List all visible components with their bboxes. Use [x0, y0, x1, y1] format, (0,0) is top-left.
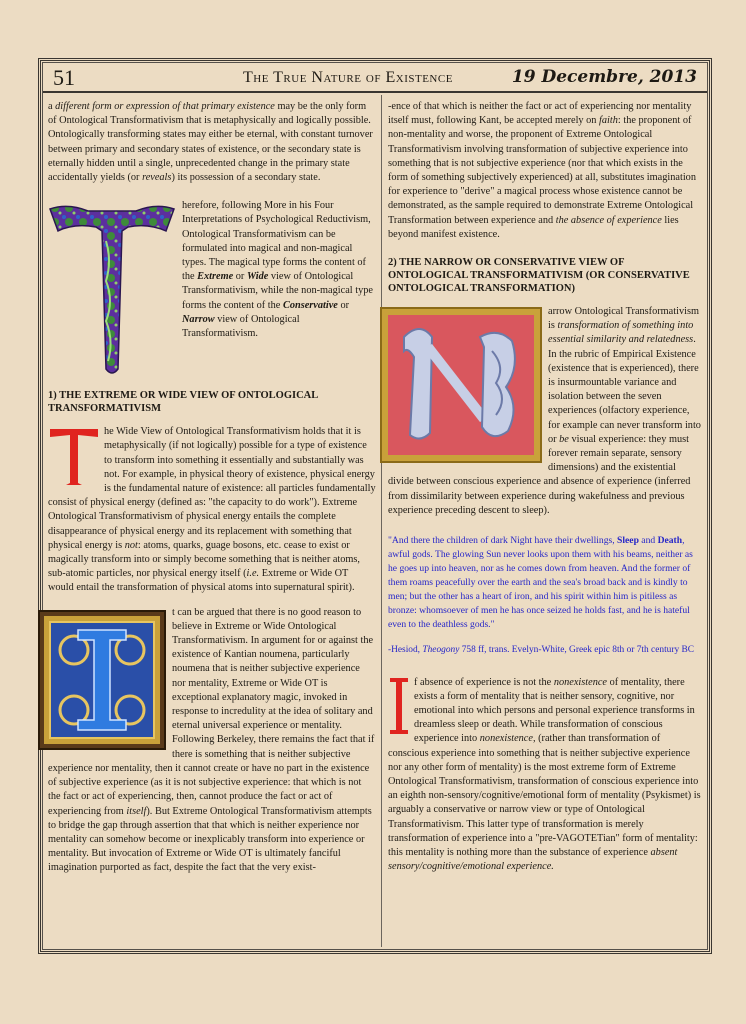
- quote-text: "And there the children of dark Night have their dwellings, Sleep and Death, awful gods. The glowing Sun never looks upon them with his beams, neither as he goes up into heaven, nor as he comes down from heaven. And the former of them roams peacefully over the earth and the sea's broad back and is kindly to men; but the other has a heart of iron, and his spirit within him is pitiless as bronze: whomsoever of men he has once seized he holds fast, and he is hateful even to the deathless gods.": [388, 535, 693, 631]
- text-run: he Wide View of Ontological Transformativism holds that it is metaphysically (if not logically) possible for a type of existence to transform into something it essentially and substantially was not. For example, in physical theory of existence, physical energy is the fundamental nature of existence: all particles fundamentally consist of physical energy (defined as: "the capacity to do work"). Extreme Ontological Transformativism of physical energy entails the complete disappearance of physical energy and its replacement with something that physical energy is: [48, 426, 376, 551]
- spacer: [48, 191, 376, 199]
- text-run: or: [337, 299, 350, 311]
- text-run: 758 ff, trans. Evelyn-White, Greek epic 8th or 7th century BC: [459, 645, 695, 656]
- intro-paragraph: [48, 100, 376, 185]
- text-run-italic: nonexistence: [553, 676, 607, 688]
- text-run-bold-italic: Wide: [246, 271, 269, 283]
- right-column: [388, 100, 702, 880]
- text-run-italic: itself: [126, 805, 147, 817]
- text-run: or: [233, 271, 247, 283]
- page-number: 51: [53, 65, 75, 90]
- text-run-italic: not: [124, 539, 138, 551]
- text-run: : atoms, quarks, guage bosons, etc. cease to exist or magically transform into or simply become something that is neither atoms, sub-atomic particles, nor physical energy itself (: [48, 539, 360, 580]
- text-run-italic: absent sensory/cognitive/emotional experience.: [388, 847, 678, 873]
- text-run: Extreme or Wide OT would entail the transformation of physical atoms into supernatural spirit).: [48, 568, 355, 594]
- text-run-italic: i.e.: [246, 568, 260, 580]
- text-run: view of Ontological Transformativism.: [182, 313, 300, 340]
- red-i-icon: [388, 676, 410, 736]
- text-run: of mentality, there exists a form of mentality that is neither sensory, cognitive, nor emotional into which persons and personal experience transforms in dreamless sleep or death. While transformation of conscious experience into: [414, 676, 695, 745]
- text-run: a: [48, 101, 56, 112]
- text-run: lies beyond manifest existence.: [388, 214, 679, 240]
- quote-citation: [388, 644, 702, 658]
- text-run-italic: faith: [599, 115, 618, 127]
- text-run: visual experience: they must forever remain separate, sensory dimensions) and the existential divide between conscious experience and absence of experience (inferred from dissimilarity between experience during wakefulness and previous experience preceding descent to sleep).: [388, 433, 691, 516]
- text-run: -ence of that which is neither the fact or act of experiencing nor mentality itself must, following Kant, be accepted merely on: [388, 101, 692, 127]
- text-run-italic: the absence of experience: [555, 214, 662, 226]
- header-date: 19 Decembre, 2013: [511, 67, 697, 87]
- text-run-bold-italic: Extreme: [197, 271, 234, 283]
- quote-emphasis: Sleep: [617, 535, 639, 547]
- illuminated-n-icon: [380, 307, 542, 463]
- hesiod-quote: [388, 534, 702, 632]
- text-run: ). But Extreme Ontological Transformativism attempts to bridge the gap through assertion that that which is neither experience nor mentality can somehow become or inexplicably transform into experience or mentality. But invocation of Extreme or Wide OT is ultimately fanciful imagination purported as fact, despite the fact that the very exist-: [48, 805, 372, 874]
- left-column: [48, 100, 376, 882]
- text-run-italic: reveals: [142, 172, 172, 184]
- text-run: herefore, following More in his Four Interpretations of Psychological Reductivism, Ontological Transformativism can be formulated into magical and non-magical types. The magical type forms the content of the: [182, 200, 371, 283]
- text-run-bold-italic: Conservative: [282, 299, 338, 311]
- text-run-bold-italic: Narrow: [182, 313, 215, 325]
- text-run-italic: nonexistence,: [479, 733, 536, 745]
- illuminated-initial-t: [48, 201, 176, 379]
- illuminated-i-icon: [38, 610, 166, 750]
- text-run: f absence of experience is not the: [414, 676, 554, 688]
- text-run-italic: be: [559, 433, 569, 445]
- text-run: (rather than transformation of conscious experience into something that is neither subjective experience nor any other form of mentality) is the most extreme form of Extreme Ontological Transformativism, transformation of conscious experience into an eighth non-sensory/cognitive/emotional form of mentality (Psykismet) is arguably a conservative or narrow view or type of Ontological Transformativism. This latter type of transformation is merely transformation of experience into a "pre-VAGOTETian" form of mentality: this mentality is nothing more than the substance of experience: [388, 733, 701, 859]
- paragraph-psykismet: [388, 676, 702, 875]
- section-heading-2: 2) THE NARROW OR CONSERVATIVE VIEW OF ONTOLOGICAL TRANSFORMATIVISM (OR CONSERVATIVE ONTOLOGICAL TRANSFORMATION): [388, 257, 690, 295]
- running-title: The True Nature of Existence: [243, 69, 453, 86]
- text-run-italic: different form or expression of that primary existence: [55, 101, 275, 112]
- text-run: ) its possession of a secondary state.: [171, 172, 321, 184]
- text-run: view of Ontological Transformativism, while the non-magical type forms the content of the: [182, 271, 373, 311]
- red-initial-i: [388, 676, 410, 736]
- text-run: . In the rubric of Empirical Existence (existence that is experienced), there is insurmountable variance and isolation between the seven experiences (olfactory experience, for example can never transform into or: [548, 334, 701, 445]
- text-run-italic: transformation of something into essential similarity and relatedness: [548, 320, 694, 346]
- text-run: : the proponent of non-mentality and worse, the proponent of Extreme Ontological Transformativism involving transformation of subjective experience into something that is not subjective experience (nor that which exists in the form of something subjectively experienced) at all, substitutes imagination for experience to "derive" a magical process whose existence cannot be demonstrated, as the sample required to demonstrate Extreme Ontological Transformation between experience and: [388, 115, 696, 226]
- red-t-icon: [48, 427, 100, 487]
- text-run: t can be argued that there is no good reason to believe in Extreme or Wide Ontological Transformativism. In argument for or against the existence of Kantian noumena, particularly noumena that is neither subjective experience nor mentality, Extreme or Wide OT is exceptional explanatory magic, invoked in response to incredulity at the idea of solitary and eternal universal experience or mentality. Following Berkeley, there remains the fact that if there is something that is neither subjective experience nor mentality, then it cannot create or have no part in the existence of subjective experience (as it is not subjective experience: that which is not the fact or act of experiencing, then, cannot produce the fact or act of experiencing from: [48, 606, 375, 817]
- text-run: may be the only form of Ontological Transformativism that is metaphysically and logically possible. Ontologically transforming states may either be eternal, with constant turnover between primary and secondary states of existence, or the secondary state is eternally hidden until a single, unprecedented change in the primary state accidentally yields (or: [48, 101, 373, 184]
- section-heading-1: 1) THE EXTREME OR WIDE VIEW OF ONTOLOGICAL TRANSFORMATIVISM: [48, 390, 318, 415]
- quote-emphasis: Death: [657, 535, 683, 547]
- illuminated-initial-i: [38, 610, 166, 750]
- text-run: arrow Ontological Transformativism is: [548, 306, 700, 332]
- illuminated-t-icon: [48, 201, 176, 379]
- illuminated-initial-n: [380, 307, 542, 463]
- text-run-italic: Theogony: [422, 645, 460, 656]
- red-initial-t: [48, 427, 100, 487]
- running-header: [43, 63, 707, 93]
- text-run: -Hesiod,: [388, 645, 423, 656]
- paragraph-faith: [388, 100, 702, 242]
- column-divider: [381, 95, 382, 947]
